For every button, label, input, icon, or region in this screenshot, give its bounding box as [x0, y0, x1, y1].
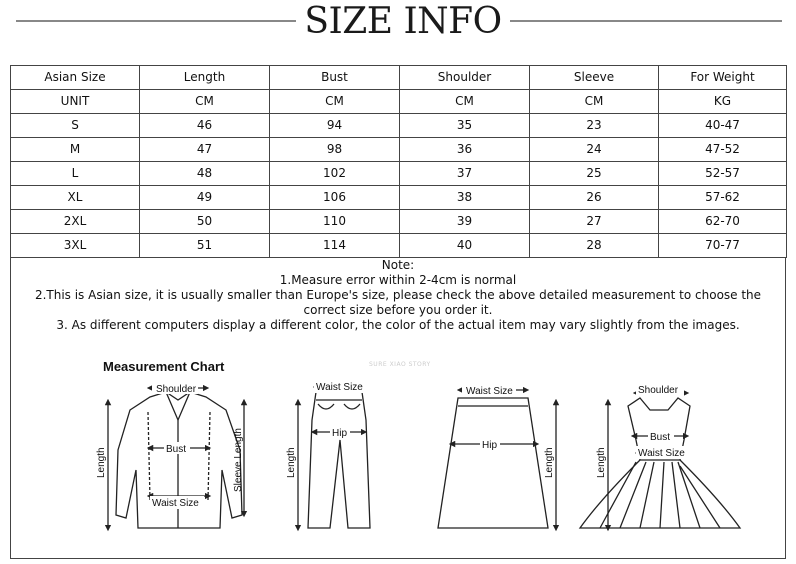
- table-cell: 51: [140, 234, 270, 258]
- dress-bust-label: Bust: [650, 432, 671, 443]
- table-cell: 47: [140, 138, 270, 162]
- table-cell: 26: [530, 186, 659, 210]
- table-cell: 47-52: [659, 138, 787, 162]
- table-cell: 46: [140, 114, 270, 138]
- table-cell: 40-47: [659, 114, 787, 138]
- table-cell: 37: [400, 162, 530, 186]
- table-cell: 62-70: [659, 210, 787, 234]
- watermark: SURE XIAO STORY: [369, 361, 431, 368]
- skirt-length-label: Length: [544, 447, 555, 478]
- skirt-hip-label: Hip: [482, 440, 498, 451]
- table-cell: 35: [400, 114, 530, 138]
- page-title: SIZE INFO: [304, 1, 502, 42]
- table-cell: 27: [530, 210, 659, 234]
- shirt-shoulder-label: Shoulder: [156, 384, 197, 395]
- shirt-sleeve-label: Sleeve Length: [233, 428, 244, 492]
- table-cell: 39: [400, 210, 530, 234]
- table-cell: 70-77: [659, 234, 787, 258]
- table-cell: Length: [140, 66, 270, 90]
- measurement-chart-title: Measurement Chart: [103, 359, 225, 374]
- notes-title: Note:: [381, 258, 415, 272]
- shirt-bust-label: Bust: [166, 444, 187, 455]
- table-cell: CM: [140, 90, 270, 114]
- table-cell: L: [11, 162, 140, 186]
- table-cell: 24: [530, 138, 659, 162]
- shirt-length-label: Length: [96, 447, 107, 478]
- dress-waist-label: Waist Size: [638, 448, 685, 459]
- note-3: 3. As different computers display a different color, the color of the actual item may vary slightly from the images.: [56, 318, 740, 332]
- note-1: 1.Measure error within 2-4cm is normal: [279, 273, 517, 287]
- pants-illustration: [298, 387, 370, 528]
- pants-length-label: Length: [286, 447, 297, 478]
- table-cell: 94: [270, 114, 400, 138]
- table-cell: M: [11, 138, 140, 162]
- table-cell: 106: [270, 186, 400, 210]
- table-cell: 114: [270, 234, 400, 258]
- table-cell: 102: [270, 162, 400, 186]
- table-cell: Asian Size: [11, 66, 140, 90]
- table-cell: 48: [140, 162, 270, 186]
- pants-hip-label: Hip: [332, 428, 348, 439]
- table-cell: Shoulder: [400, 66, 530, 90]
- skirt-waist-label: Waist Size: [466, 386, 513, 397]
- table-cell: CM: [530, 90, 659, 114]
- pants-waist-label: Waist Size: [316, 382, 363, 393]
- shirt-waist-label: Waist Size: [152, 498, 199, 509]
- table-cell: 3XL: [11, 234, 140, 258]
- table-cell: 40: [400, 234, 530, 258]
- table-cell: Bust: [270, 66, 400, 90]
- table-cell: KG: [659, 90, 787, 114]
- table-cell: 2XL: [11, 210, 140, 234]
- table-cell: For Weight: [659, 66, 787, 90]
- table-cell: 49: [140, 186, 270, 210]
- table-cell: 50: [140, 210, 270, 234]
- table-cell: 36: [400, 138, 530, 162]
- table-cell: 23: [530, 114, 659, 138]
- dress-shoulder-label: Shoulder: [638, 385, 679, 396]
- table-cell: UNIT: [11, 90, 140, 114]
- table-cell: 57-62: [659, 186, 787, 210]
- table-cell: 110: [270, 210, 400, 234]
- dress-length-label: Length: [596, 447, 607, 478]
- table-cell: XL: [11, 186, 140, 210]
- table-cell: 52-57: [659, 162, 787, 186]
- skirt-illustration: [438, 390, 556, 528]
- table-cell: S: [11, 114, 140, 138]
- table-cell: CM: [270, 90, 400, 114]
- table-cell: 38: [400, 186, 530, 210]
- table-cell: Sleeve: [530, 66, 659, 90]
- table-cell: CM: [400, 90, 530, 114]
- table-cell: 25: [530, 162, 659, 186]
- table-cell: 28: [530, 234, 659, 258]
- note-2: 2.This is Asian size, it is usually smaller than Europe's size, please check the above detailed measurement to choose the correct size before you order it.: [34, 288, 762, 317]
- table-cell: 98: [270, 138, 400, 162]
